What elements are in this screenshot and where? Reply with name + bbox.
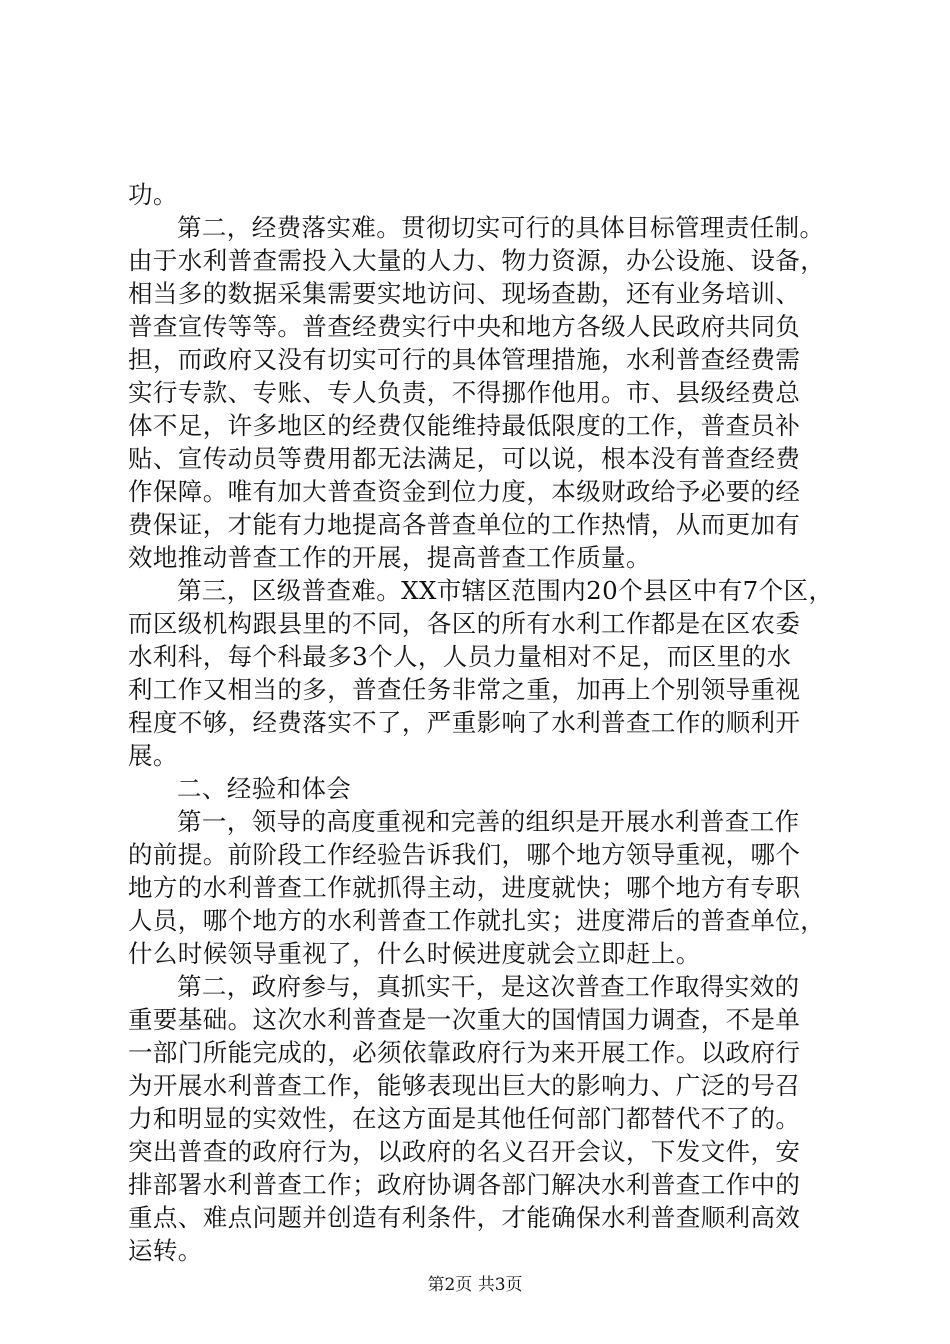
- text-line: 实行专款、专账、专人负责，不得挪作他用。市、县级经费总: [128, 378, 801, 407]
- text-line: 作保障。唯有加大普查资金到位力度，本级财政给予必要的经: [128, 477, 801, 506]
- text-line: 由于水利普查需投入大量的人力、物力资源，办公设施、设备，: [128, 246, 826, 275]
- text-line: 功。: [128, 180, 178, 209]
- text-line: 担，而政府又没有切实可行的具体管理措施，水利普查经费需: [128, 345, 801, 374]
- text-line: 排部署水利普查工作；政府协调各部门解决水利普查工作中的: [128, 1170, 801, 1199]
- text-line: 相当多的数据采集需要实地访问、现场查勘，还有业务培训、: [128, 279, 801, 308]
- text-line: 重点、难点问题并创造有利条件，才能确保水利普查顺利高效: [128, 1203, 801, 1232]
- text-line: 地方的水利普查工作就抓得主动，进度就快；哪个地方有专职: [128, 873, 801, 902]
- text-line: 二、经验和体会: [177, 774, 352, 803]
- text-line: 程度不够，经费落实不了，严重影响了水利普查工作的顺利开: [128, 708, 801, 737]
- document-body: [128, 178, 834, 1267]
- text-line: 第三，区级普查难。XX市辖区范围内20个县区中有7个区，: [177, 576, 834, 605]
- text-line: 力和明显的实效性，在这方面是其他任何部门都替代不了的。: [128, 1104, 801, 1133]
- text-line: 而区级机构跟县里的不同，各区的所有水利工作都是在区农委: [128, 609, 801, 638]
- text-line: 第二，经费落实难。贯彻切实可行的具体目标管理责任制。: [177, 213, 825, 242]
- text-line: 第二，政府参与，真抓实干，是这次普查工作取得实效的: [177, 972, 800, 1001]
- text-line: 体不足，许多地区的经费仅能维持最低限度的工作，普查员补: [128, 411, 801, 440]
- text-line: 为开展水利普查工作，能够表现出巨大的影响力、广泛的号召: [128, 1071, 801, 1100]
- text-line: 突出普查的政府行为，以政府的名义召开会议，下发文件，安: [128, 1137, 801, 1166]
- text-line: 一部门所能完成的，必须依靠政府行为来开展工作。以政府行: [128, 1038, 801, 1067]
- page-footer: 第2页 共3页: [427, 1275, 523, 1295]
- text-line: 利工作又相当的多，普查任务非常之重，加再上个别领导重视: [128, 675, 801, 704]
- text-line: 第一，领导的高度重视和完善的组织是开展水利普查工作: [177, 807, 800, 836]
- text-line: 什么时候领导重视了，什么时候进度就会立即赶上。: [128, 939, 701, 968]
- text-line: 普查宣传等等。普查经费实行中央和地方各级人民政府共同负: [128, 312, 801, 341]
- text-line: 的前提。前阶段工作经验告诉我们，哪个地方领导重视，哪个: [128, 840, 801, 869]
- text-line: 费保证，才能有力地提高各普查单位的工作热情，从而更加有: [128, 510, 801, 539]
- text-line: 水利科，每个科最多3个人，人员力量相对不足，而区里的水: [128, 642, 792, 671]
- text-line: 运转。: [128, 1236, 203, 1265]
- text-line: 贴、宣传动员等费用都无法满足，可以说，根本没有普查经费: [128, 444, 801, 473]
- text-line: 展。: [128, 741, 178, 770]
- text-line: 人员，哪个地方的水利普查工作就扎实；进度滞后的普查单位，: [128, 906, 826, 935]
- text-line: 重要基础。这次水利普查是一次重大的国情国力调查，不是单: [128, 1005, 801, 1034]
- text-line: 效地推动普查工作的开展，提高普查工作质量。: [128, 543, 651, 572]
